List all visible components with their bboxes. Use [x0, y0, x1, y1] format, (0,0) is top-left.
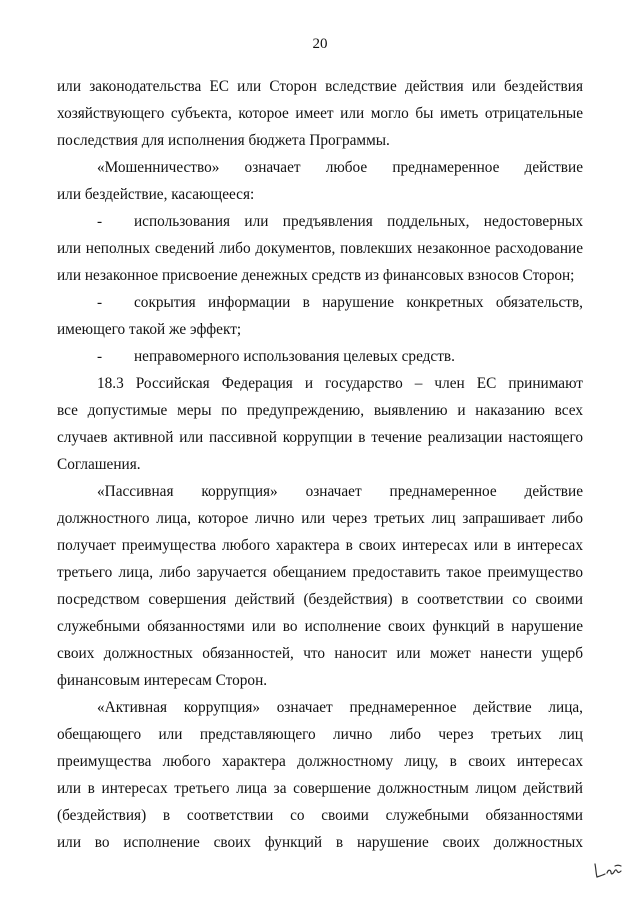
list-dash: - — [97, 294, 103, 311]
text-line: или законодательства ЕС или Сторон вследствие действия или бездействия — [57, 78, 583, 95]
text-line: своих должностных обязанностей, что наносит или может нанести ущерб — [57, 645, 583, 662]
text-line: или неполных сведений либо документов, повлекших незаконное расходование — [57, 240, 583, 257]
text-line: посредством совершения действий (бездействия) в соответствии со своими — [57, 591, 583, 608]
text-line: служебными обязанностями или во исполнение своих функций в нарушение — [57, 618, 583, 635]
text-line: 18.3 Российская Федерация и государство – член ЕС принимают — [97, 375, 583, 392]
text-line: хозяйствующего субъекта, которое имеет или могло бы иметь отрицательные — [57, 105, 583, 122]
text-line: преимущества любого характера должностному лицу, в своих интересах — [57, 753, 583, 770]
text-line: имеющего такой же эффект; — [57, 321, 242, 338]
text-line: использования или предъявления поддельных, недостоверных — [134, 213, 583, 230]
text-line: должностного лица, которое лично или через третьих лиц запрашивает либо — [57, 510, 583, 527]
text-line: «Пассивная коррупция» означает преднамеренное действие — [97, 483, 583, 500]
text-line: «Активная коррупция» означает преднамеренное действие лица, — [97, 699, 583, 716]
text-line: все допустимые меры по предупреждению, выявлению и наказанию всех — [57, 402, 583, 419]
text-line: получает преимущества любого характера в своих интересах или в интересах — [57, 537, 583, 554]
text-line: третьего лица, либо заручается обещанием предоставить такое преимущество — [57, 564, 583, 581]
text-line: или в интересах третьего лица за совершение должностным лицом действий — [57, 780, 583, 797]
list-dash: - — [97, 348, 103, 365]
page-number: 20 — [312, 36, 328, 52]
text-line: обещающего или представляющего лично либо через третьих лиц — [57, 726, 583, 743]
text-line: или во исполнение своих функций в нарушение своих должностных — [57, 834, 583, 851]
text-line: «Мошенничество» означает любое преднамеренное действие — [97, 159, 583, 176]
list-dash: - — [97, 213, 103, 230]
text-line: или бездействие, касающееся: — [57, 186, 255, 203]
text-line: последствия для исполнения бюджета Программы. — [57, 132, 390, 149]
handwritten-initials — [592, 860, 628, 882]
text-line: неправомерного использования целевых средств. — [134, 348, 455, 365]
text-line: сокрытия информации в нарушение конкретных обязательств, — [134, 294, 583, 311]
text-line: финансовым интересам Сторон. — [57, 672, 268, 689]
text-line: или незаконное присвоение денежных средств из финансовых взносов Сторон; — [57, 267, 575, 284]
text-line: (бездействия) в соответствии со своими служебными обязанностями — [57, 807, 583, 824]
text-line: Соглашения. — [57, 456, 141, 473]
text-line: случаев активной или пассивной коррупции в течение реализации настоящего — [57, 429, 583, 446]
